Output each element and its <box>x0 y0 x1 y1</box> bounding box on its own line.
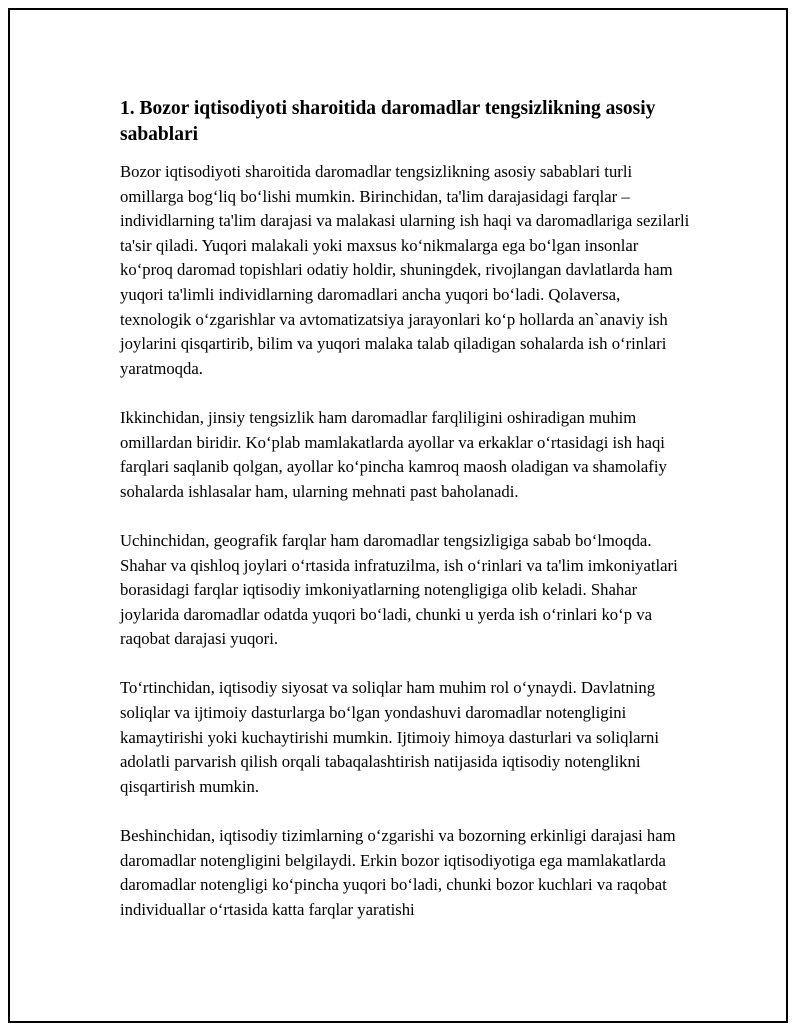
document-body <box>120 96 690 947</box>
paragraph-2: Ikkinchidan, jinsiy tengsizlik ham daromadlar farqliligini oshiradigan muhim omillardan biridir. Ko‘plab mamlakatlarda ayollar va erkaklar o‘rtasidagi ish haqi farqlari saqlanib qolgan, ayollar ko‘pincha kamroq maosh oladigan va shamolafiy sohalarda ishlasalar ham, ularning mehnati past baholanadi. <box>120 407 667 501</box>
paragraph-4: To‘rtinchidan, iqtisodiy siyosat va soliqlar ham muhim rol o‘ynaydi. Davlatning soliqlar va ijtimoiy dasturlarga bo‘lgan yondashuvi daromadlar notengligini kamaytirishi yoki kuchaytirishi mumkin. Ijtimoiy himoya dasturlari va soliqlarni adolatli parvarish qilish orqali tabaqalashtirish natijasida iqtisodiy notenglikni qisqartirish mumkin. <box>120 678 660 796</box>
section-heading: 1. Bozor iqtisodiyoti sharoitida daromadlar tengsizlikning asosiy sabablari <box>120 98 656 145</box>
document-page <box>8 8 788 1023</box>
paragraph-1: Bozor iqtisodiyoti sharoitida daromadlar tengsizlikning asosiy sabablari turli omillarga bog‘liq bo‘lishi mumkin. Birinchidan, ta'lim darajasidagi farqlar – individlarning ta'lim darajasi va malakasi ularning ish haqi va daromadlariga sezilarli ta'sir qiladi. Yuqori malakali yoki maxsus ko‘nikmalarga ega bo‘lgan insonlar ko‘proq daromad topishlari odatiy holdir, shuningdek, rivojlangan davlatlarda ham yuqori ta'limli individlarning daromadlari ancha yuqori bo‘ladi. Qolaversa, texnologik o‘zgarishlar va avtomatizatsiya jarayonlari ko‘p hollarda an`anaviy ish joylarini qisqartirib, bilim va yuqori malaka talab qiladigan sohalarda ish o‘rinlari yaratmoqda. <box>120 162 690 378</box>
paragraph-5: Beshinchidan, iqtisodiy tizimlarning o‘zgarishi va bozorning erkinligi darajasi ham daromadlar notengligini belgilaydi. Erkin bozor iqtisodiyotiga ega mamlakatlarda daromadlar notengligi ko‘pincha yuqori bo‘ladi, chunki bozor kuchlari va raqobat individuallar o‘rtasida katta farqlar yaratishi <box>120 826 676 919</box>
paragraph-3: Uchinchidan, geografik farqlar ham daromadlar tengsizligiga sabab bo‘lmoqda. Shahar va qishloq joylari o‘rtasida infratuzilma, ish o‘rinlari va ta'lim imkoniyatlari borasidagi farqlar iqtisodiy imkoniyatlarning notengligiga olib keladi. Shahar joylarida daromadlar odatda yuqori bo‘ladi, chunki u yerda ish o‘rinlari ko‘p va raqobat darajasi yuqori. <box>120 530 678 649</box>
